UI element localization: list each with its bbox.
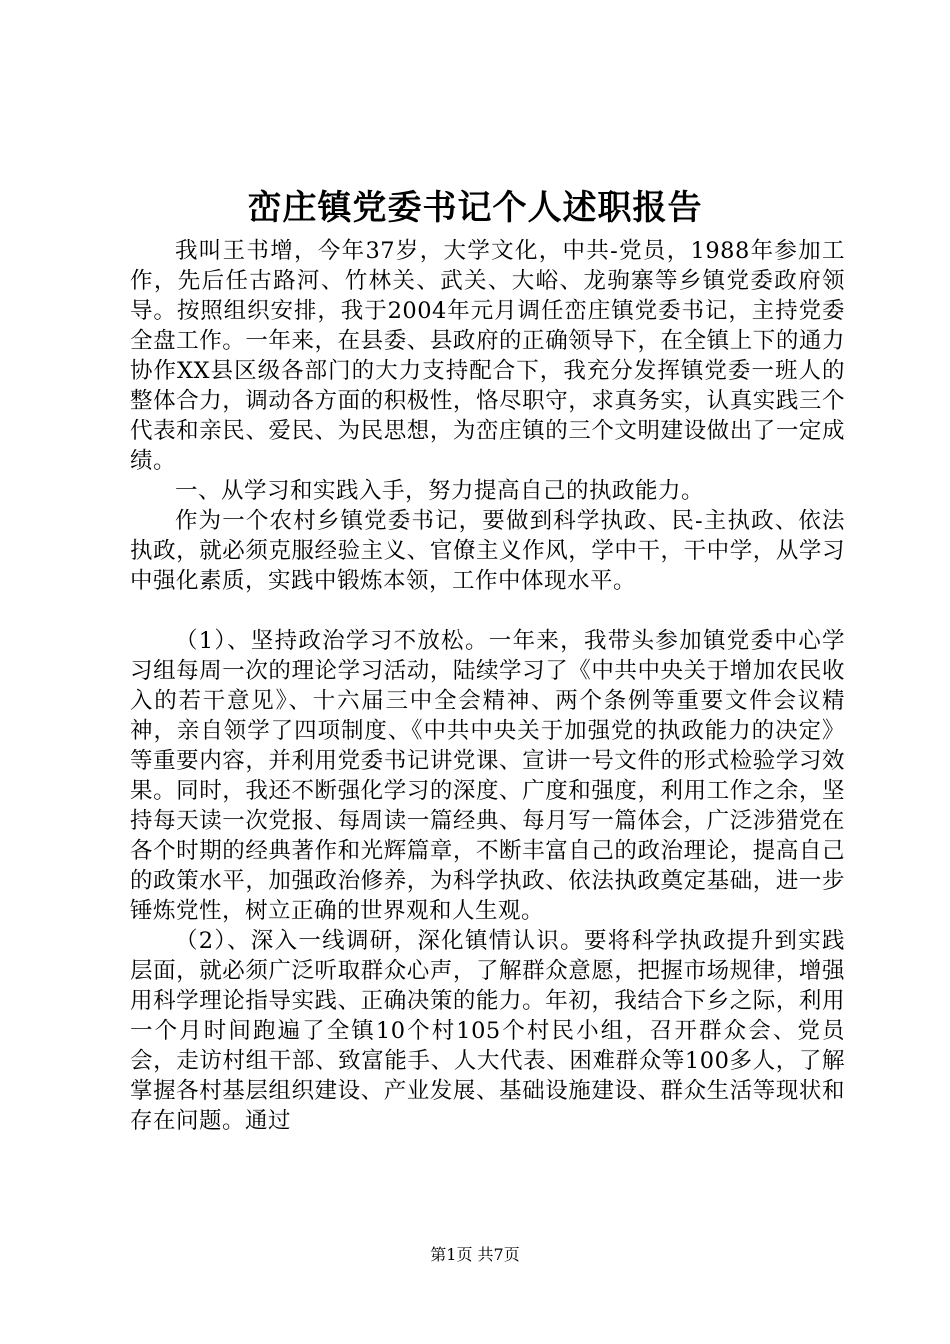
section-heading-1: 一、从学习和实践入手，努力提高自己的执政能力。 [175, 478, 705, 504]
paragraph-section-1: 作为一个农村乡镇党委书记，要做到科学执政、民-主执政、依法执政，就必须克服经验主义、官僚主义作风，学中干，干中学，从学习中强化素质，实践中锻炼本领，工作中体现水平。 [130, 508, 845, 594]
document-body [130, 236, 845, 1136]
paragraph-item-1: （1）、坚持政治学习不放松。一年来，我带头参加镇党委中心学习组每周一次的理论学习活动，陆续学习了《中共中央关于增加农民收入的若干意见》、十六届三中全会精神、两个条例等重要文件会议精神，亲自领学了四项制度、《中共中央关于加强党的执政能力的决定》等重要内容，并利用党委书记讲党课、宣讲一号文件的形式检验学习效果。同时，我还不断强化学习的深度、广度和强度，利用工作之余，坚持每天读一次党报、每周读一篇经典、每月写一篇体会，广泛涉猎党在各个时期的经典著作和光辉篇章，不断丰富自己的政治理论，提高自己的政策水平，加强政治修养，为科学执政、依法执政奠定基础，进一步锤炼党性，树立正确的世界观和人生观。 [130, 628, 845, 924]
paragraph-intro: 我叫王书增，今年37岁，大学文化，中共-党员，1988年参加工作，先后任古路河、竹林关、武关、大峪、龙驹寨等乡镇党委政府领导。按照组织安排，我于2004年元月调任峦庄镇党委书记，主持党委全盘工作。一年来，在县委、县政府的正确领导下，在全镇上下的通力协作XX县区级各部门的大力支持配合下，我充分发挥镇党委一班人的整体合力，调动各方面的积极性，恪尽职守，求真务实，认真实践三个代表和亲民、爱民、为民思想，为峦庄镇的三个文明建设做出了一定成绩。 [130, 238, 845, 474]
paragraph-item-2: （2）、深入一线调研，深化镇情认识。要将科学执政提升到实践层面，就必须广泛听取群众心声，了解群众意愿，把握市场规律，增强用科学理论指导实践、正确决策的能力。年初，我结合下乡之际，利用一个月时间跑遍了全镇10个村105个村民小组，召开群众会、党员会，走访村组干部、致富能手、人大代表、困难群众等100多人，了解掌握各村基层组织建设、产业发展、基础设施建设、群众生活等现状和存在问题。通过 [130, 928, 845, 1134]
page-number-footer: 第1页 共7页 [430, 1245, 520, 1264]
paragraph-spacer [130, 596, 845, 626]
document-title: 峦庄镇党委书记个人述职报告 [247, 188, 703, 228]
